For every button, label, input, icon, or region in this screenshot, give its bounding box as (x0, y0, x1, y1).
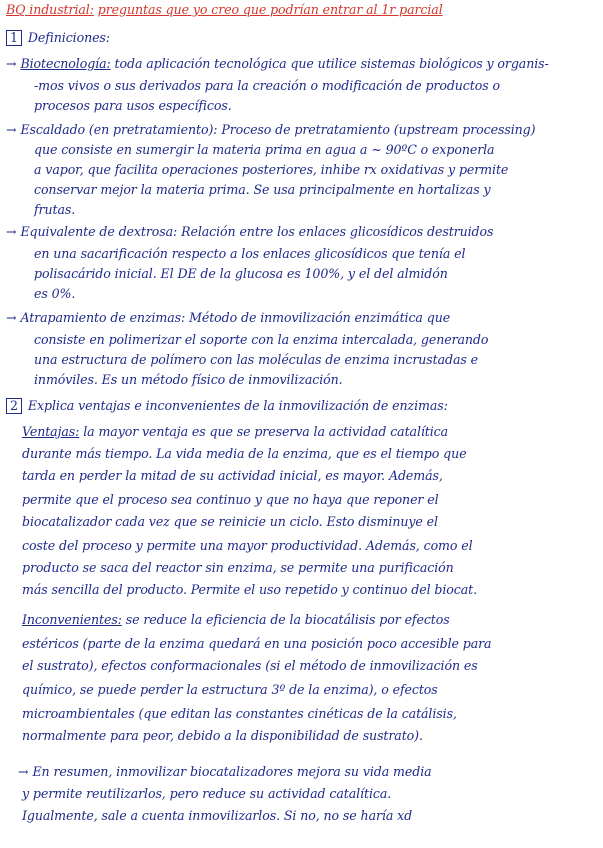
def-term: Equivalente de dextrosa: (20, 224, 178, 239)
ventajas-line: más sencilla del producto. Permite el uso repetido y continuo del biocat. (22, 582, 477, 597)
inconvenientes-paragraph: Inconvenientes: se reduce la eficiencia de la biocatálisis por efectos (22, 612, 450, 627)
page-title (6, 2, 443, 17)
def-line: polisacárido inicial. El DE de la glucosa es 100%, y el del almidón (34, 266, 448, 281)
def-line: una estructura de polímero con las moléculas de enzima incrustadas e (34, 352, 478, 367)
inconvenientes-line: químico, se puede perder la estructura 3º de la enzima), o efectos (22, 682, 438, 697)
resumen-line: Igualmente, sale a cuenta inmovilizarlos. Si no, no se haría xd (22, 808, 413, 823)
def-term: Atrapamiento de enzimas: (20, 310, 186, 325)
inconvenientes-line: el sustrato), efectos conformacionales (si el método de inmovilización es (22, 658, 478, 673)
def-biotecnologia: → Biotecnología: toda aplicación tecnológica que utilice sistemas biológicos y organis- (6, 56, 549, 71)
title-subtitle: preguntas que yo creo que podrían entrar al 1r parcial (97, 2, 443, 17)
def-line: que consiste en sumergir la materia prima en agua a ~ 90ºC o exponerla (34, 142, 495, 157)
q1-number: 1 (6, 30, 22, 46)
def-term: Biotecnología: (20, 56, 111, 71)
q2-heading-text: Explica ventajas e inconvenientes de la inmovilización de enzimas: (27, 398, 448, 413)
def-line: a vapor, que facilita operaciones posteriores, inhibe rx oxidativas y permite (34, 162, 509, 177)
arrow-icon: → (6, 310, 17, 325)
def-line: inmóviles. Es un método físico de inmovilización. (34, 372, 343, 387)
ventajas-label: Ventajas: (22, 424, 80, 439)
def-line: -mos vivos o sus derivados para la creación o modificación de productos o (34, 78, 500, 93)
inconvenientes-label: Inconvenientes: (22, 612, 122, 627)
q1-heading-text: Definiciones: (27, 30, 110, 45)
ventajas-line: producto se saca del reactor sin enzima, se permite una purificación (22, 560, 454, 575)
q2-number: 2 (6, 398, 22, 414)
def-line: procesos para usos específicos. (34, 98, 232, 113)
inconvenientes-line: estéricos (parte de la enzima quedará en una posición poco accesible para (22, 636, 492, 651)
def-line: frutas. (34, 202, 76, 217)
ventajas-line: biocatalizador cada vez que se reinicie un ciclo. Esto disminuye el (22, 514, 438, 529)
def-escaldado: → Escaldado (en pretratamiento): Proceso de pretratamiento (upstream processing) (6, 122, 536, 137)
arrow-icon: → (18, 764, 29, 779)
ventajas-paragraph: Ventajas: la mayor ventaja es que se preserva la actividad catalítica (22, 424, 449, 439)
def-line: conservar mejor la materia prima. Se usa principalmente en hortalizas y (34, 182, 491, 197)
resumen-paragraph: → En resumen, inmovilizar biocatalizadores mejora su vida media (18, 764, 432, 779)
ventajas-line: durante más tiempo. La vida media de la enzima, que es el tiempo que (22, 446, 467, 461)
inconvenientes-line: normalmente para peor, debido a la disponibilidad de sustrato). (22, 728, 423, 743)
q2-heading (6, 398, 448, 414)
arrow-icon: → (6, 122, 17, 137)
q1-heading (6, 30, 110, 46)
def-line: en una sacarificación respecto a los enlaces glicosídicos que tenía el (34, 246, 466, 261)
course-title: BQ industrial: (6, 2, 94, 17)
def-term: Escaldado (en pretratamiento): (20, 122, 218, 137)
resumen-line: y permite reutilizarlos, pero reduce su actividad catalítica. (22, 786, 392, 801)
arrow-icon: → (6, 224, 17, 239)
def-line: es 0%. (34, 286, 76, 301)
def-atrapamiento: → Atrapamiento de enzimas: Método de inmovilización enzimática que (6, 310, 451, 325)
ventajas-line: permite que el proceso sea continuo y que no haya que reponer el (22, 492, 439, 507)
def-equivalente-dextrosa: → Equivalente de dextrosa: Relación entre los enlaces glicosídicos destruidos (6, 224, 494, 239)
inconvenientes-line: microambientales (que editan las constantes cinéticas de la catálisis, (22, 706, 457, 721)
def-line: consiste en polimerizar el soporte con la enzima intercalada, generando (34, 332, 489, 347)
arrow-icon: → (6, 56, 17, 71)
ventajas-line: tarda en perder la mitad de su actividad inicial, es mayor. Además, (22, 468, 443, 483)
ventajas-line: coste del proceso y permite una mayor productividad. Además, como el (22, 538, 473, 553)
